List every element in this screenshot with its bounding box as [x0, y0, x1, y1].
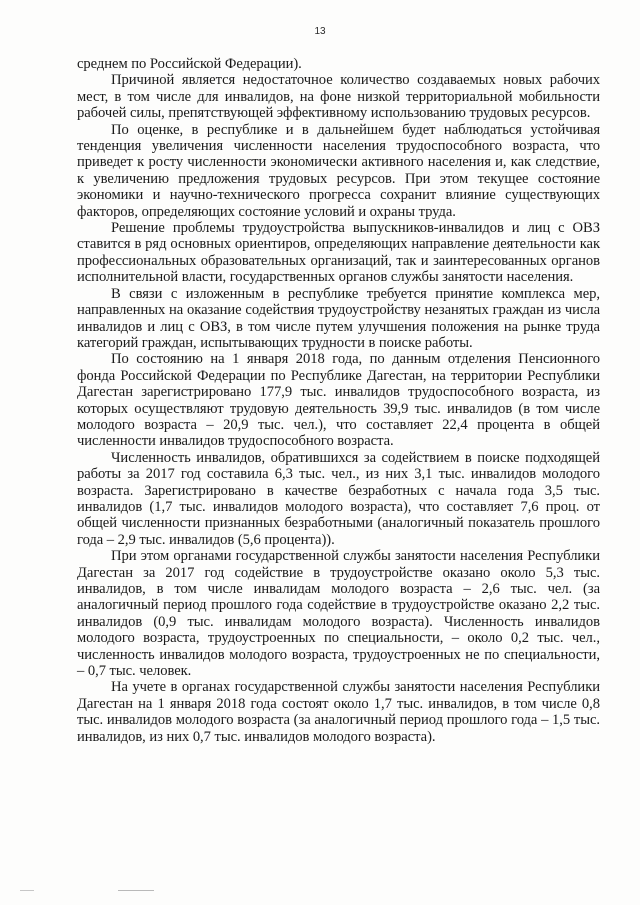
paragraph: Решение проблемы трудоустройства выпускников-инвалидов и лиц с ОВЗ ставится в ряд основных ориентиров, определяющих направление деятельности как профессиональных образовательных организаций, так и заинтересованных органов исполнительной власти, государственных органов службы занятости населения. — [77, 220, 600, 286]
paragraph: На учете в органах государственной службы занятости населения Республики Дагестан на 1 января 2018 года состоят около 1,7 тыс. инвалидов, в том числе 0,8 тыс. инвалидов молодого возраста (за аналогичный период прошлого года – 1,5 тыс. инвалидов, из них 0,7 тыс. инвалидов молодого возраста). — [77, 679, 600, 745]
scan-artifact-line — [20, 890, 34, 891]
paragraph: Численность инвалидов, обратившихся за содействием в поиске подходящей работы за 2017 год составила 6,3 тыс. чел., из них 3,1 тыс. инвалидов молодого возраста. Зарегистрировано в качестве безработных с начала года 3,5 тыс. инвалидов (1,7 тыс. инвалидов молодого возраста), что составляет 7,6 проц. от общей численности признанных безработными (аналогичный показатель прошлого года – 2,9 тыс. инвалидов (5,6 процента)). — [77, 449, 600, 548]
paragraph: В связи с изложенным в республике требуется принятие комплекса мер, направленных на оказание содействия трудоустройству незанятых граждан из числа инвалидов и лиц с ОВЗ, в том числе путем улучшения положения на рынке труда категорий граждан, испытывающих трудности в поиске работы. — [77, 285, 600, 351]
paragraph: По оценке, в республике и в дальнейшем будет наблюдаться устойчивая тенденция увеличения численности населения трудоспособного возраста, что приведет к росту численности экономически активного населения и, как следствие, к увеличению предложения трудовых ресурсов. При этом текущее состояние экономики и научно-технического прогресса сохранит влияние существующих факторов, определяющих состояние условий и охраны труда. — [77, 121, 600, 220]
page-number: 13 — [314, 26, 326, 37]
paragraph: По состоянию на 1 января 2018 года, по данным отделения Пенсионного фонда Российской Федерации по Республике Дагестан, на территории Республики Дагестан зарегистрировано 177,9 тыс. инвалидов трудоспособного возраста, из которых осуществляют трудовую деятельность 39,9 тыс. инвалидов (в том числе молодого возраста – 20,9 тыс. чел.), что составляет 22,4 процента в общей численности инвалидов трудоспособного возраста. — [77, 351, 600, 450]
scan-artifact-line — [118, 890, 154, 891]
paragraph: Причиной является недостаточное количество создаваемых новых рабочих мест, в том числе для инвалидов, на фоне низкой территориальной мобильности рабочей силы, препятствующей эффективному использованию трудовых ресурсов. — [77, 72, 600, 122]
paragraph-continuation: среднем по Российской Федерации). — [77, 56, 302, 72]
paragraph: При этом органами государственной службы занятости населения Республики Дагестан за 2017 год содействие в трудоустройстве оказано около 5,3 тыс. инвалидов, в том числе инвалидам молодого возраста – 2,6 тыс. чел. (за аналогичный период прошлого года содействие в трудоустройстве оказано 2,2 тыс. инвалидов (0,9 тыс. инвалидам молодого возраста). Численность инвалидов молодого возраста, трудоустроенных по специальности, – около 0,2 тыс. чел., численность инвалидов молодого возраста, трудоустроенных не по специальности, – 0,7 тыс. человек. — [77, 548, 600, 680]
document-body — [77, 56, 600, 745]
